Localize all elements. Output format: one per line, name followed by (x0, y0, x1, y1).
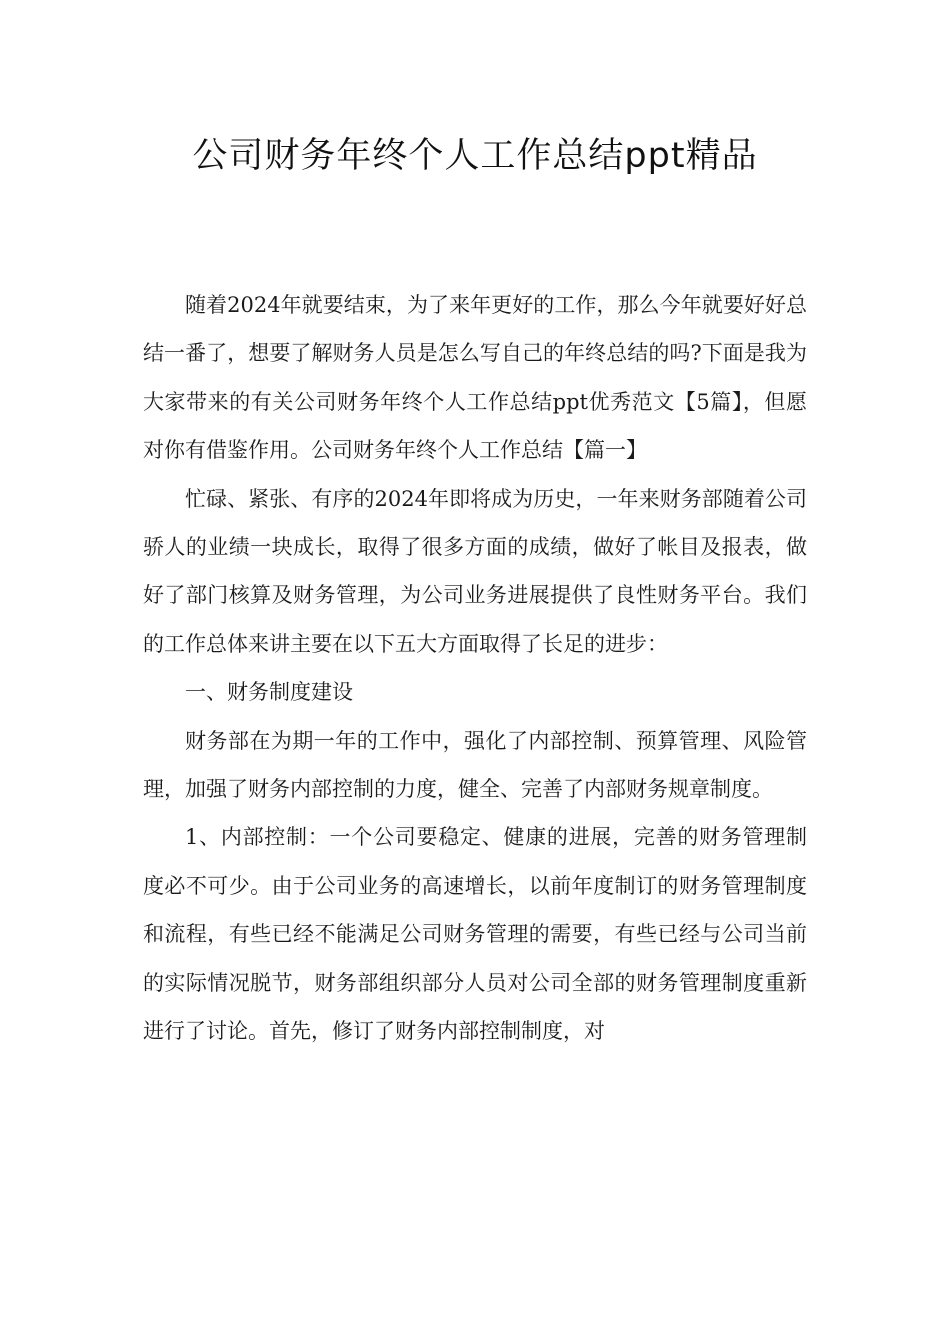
section-heading-financial-system: 一、财务制度建设 (185, 680, 353, 705)
page-title: 公司财务年终个人工作总结ppt精品 (192, 136, 758, 176)
paragraph-financial-system: 财务部在为期一年的工作中，强化了内部控制、预算管理、风险管理，加强了财务内部控制的力度，健全、完善了内部财务规章制度。 (143, 728, 807, 802)
paragraph-intro: 随着2024年就要结束，为了来年更好的工作，那么今年就要好好总结一番了，想要了解财务人员是怎么写自己的年终总结的吗?下面是我为大家带来的有关公司财务年终个人工作总结ppt优秀范文【5篇】，但愿对你有借鉴作用。公司财务年终个人工作总结【篇一】 (143, 293, 807, 463)
document-body (143, 281, 807, 1056)
paragraph-internal-control: 1、内部控制：一个公司要稳定、健康的进展，完善的财务管理制度必不可少。由于公司业务的高速增长，以前年度制订的财务管理制度和流程，有些已经不能满足公司财务管理的需要，有些已经与公司当前的实际情况脱节，财务部组织部分人员对公司全部的财务管理制度重新进行了讨论。首先，修订了财务内部控制制度，对 (143, 825, 807, 1044)
paragraph-overview: 忙碌、紧张、有序的2024年即将成为历史，一年来财务部随着公司骄人的业绩一块成长，取得了很多方面的成绩，做好了帐目及报表，做好了部门核算及财务管理，为公司业务进展提供了良性财务平台。我们的工作总体来讲主要在以下五大方面取得了长足的进步： (143, 486, 807, 656)
